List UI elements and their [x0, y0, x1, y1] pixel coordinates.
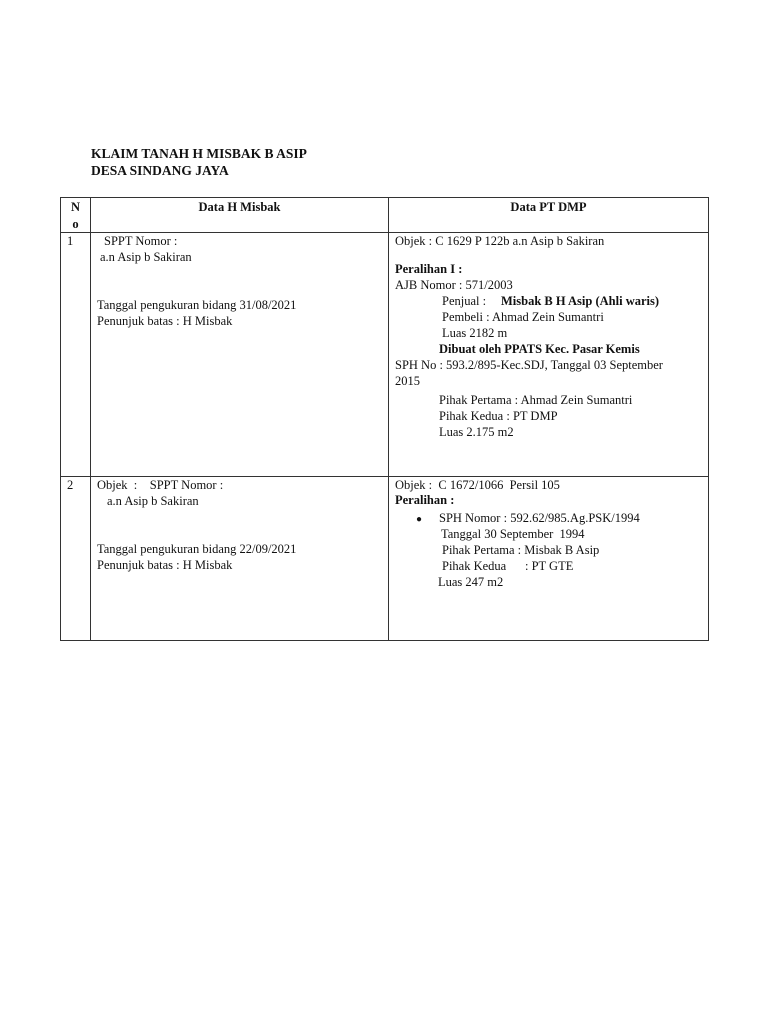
pt-penjual-label: Penjual :: [442, 294, 487, 308]
table-header-row: [61, 198, 709, 233]
document-subtitle: DESA SINDANG JAYA: [91, 163, 229, 178]
column-header-pt-label: Data PT DMP: [510, 200, 587, 214]
pt-pihak-pertama: Pihak Pertama : Misbak B Asip: [442, 543, 600, 557]
pt-sph-date: Tanggal 30 September 1994: [441, 527, 585, 541]
claim-table: [60, 197, 709, 641]
column-header-no: [61, 198, 91, 233]
pt-pihak-kedua: Pihak Kedua : PT GTE: [442, 559, 574, 573]
pt-data-cell: [389, 233, 709, 477]
misbak-measurement-date: Tanggal pengukuran bidang 22/09/2021: [97, 542, 297, 556]
table-row: [61, 233, 709, 477]
pt-luas-sph: Luas 2.175 m2: [439, 425, 514, 439]
pt-peralihan-heading: Peralihan I :: [395, 262, 463, 276]
pt-dibuat-oleh: Dibuat oleh PPATS Kec. Pasar Kemis: [439, 342, 640, 356]
pt-luas: Luas 247 m2: [438, 575, 504, 589]
misbak-owner: a.n Asip b Sakiran: [107, 494, 199, 508]
document-title: KLAIM TANAH H MISBAK B ASIP: [91, 146, 307, 161]
row-number-cell: [61, 233, 91, 477]
column-header-no-line2: o: [72, 217, 79, 231]
column-header-misbak-label: Data H Misbak: [198, 200, 281, 214]
pt-data-cell: [389, 477, 709, 641]
misbak-data-cell: [91, 477, 389, 641]
column-header-misbak: [91, 198, 389, 233]
pt-sph: SPH Nomor : 592.62/985.Ag.PSK/1994: [439, 511, 640, 525]
misbak-objek-sppt: Objek : SPPT Nomor :: [97, 478, 224, 492]
pt-objek: Objek : C 1629 P 122b a.n Asip b Sakiran: [395, 234, 605, 248]
pt-peralihan-heading: Peralihan :: [395, 493, 455, 507]
pt-penjual-value: Misbak B H Asip (Ahli waris): [501, 294, 660, 308]
misbak-sppt: SPPT Nomor :: [104, 234, 178, 248]
pt-pihak-kedua: Pihak Kedua : PT DMP: [439, 409, 558, 423]
pt-objek: Objek : C 1672/1066 Persil 105: [395, 478, 560, 492]
bullet-icon: ●: [416, 514, 423, 525]
row-number-cell: [61, 477, 91, 641]
pt-ajb: AJB Nomor : 571/2003: [395, 278, 513, 292]
misbak-boundary: Penunjuk batas : H Misbak: [97, 558, 233, 572]
table-row: [61, 477, 709, 641]
pt-pihak-pertama: Pihak Pertama : Ahmad Zein Sumantri: [439, 393, 633, 407]
row-number: 2: [67, 478, 74, 492]
row-number: 1: [67, 234, 74, 248]
misbak-owner: a.n Asip b Sakiran: [100, 250, 192, 264]
misbak-measurement-date: Tanggal pengukuran bidang 31/08/2021: [97, 298, 297, 312]
pt-sph-line2: 2015: [395, 374, 420, 388]
pt-pembeli: Pembeli : Ahmad Zein Sumantri: [442, 310, 604, 324]
pt-sph-line1: SPH No : 593.2/895-Kec.SDJ, Tanggal 03 September: [395, 358, 663, 372]
pt-luas-ajb: Luas 2182 m: [442, 326, 508, 340]
misbak-data-cell: [91, 233, 389, 477]
column-header-no-line1: N: [70, 200, 81, 214]
misbak-boundary: Penunjuk batas : H Misbak: [97, 314, 233, 328]
column-header-pt: [389, 198, 709, 233]
